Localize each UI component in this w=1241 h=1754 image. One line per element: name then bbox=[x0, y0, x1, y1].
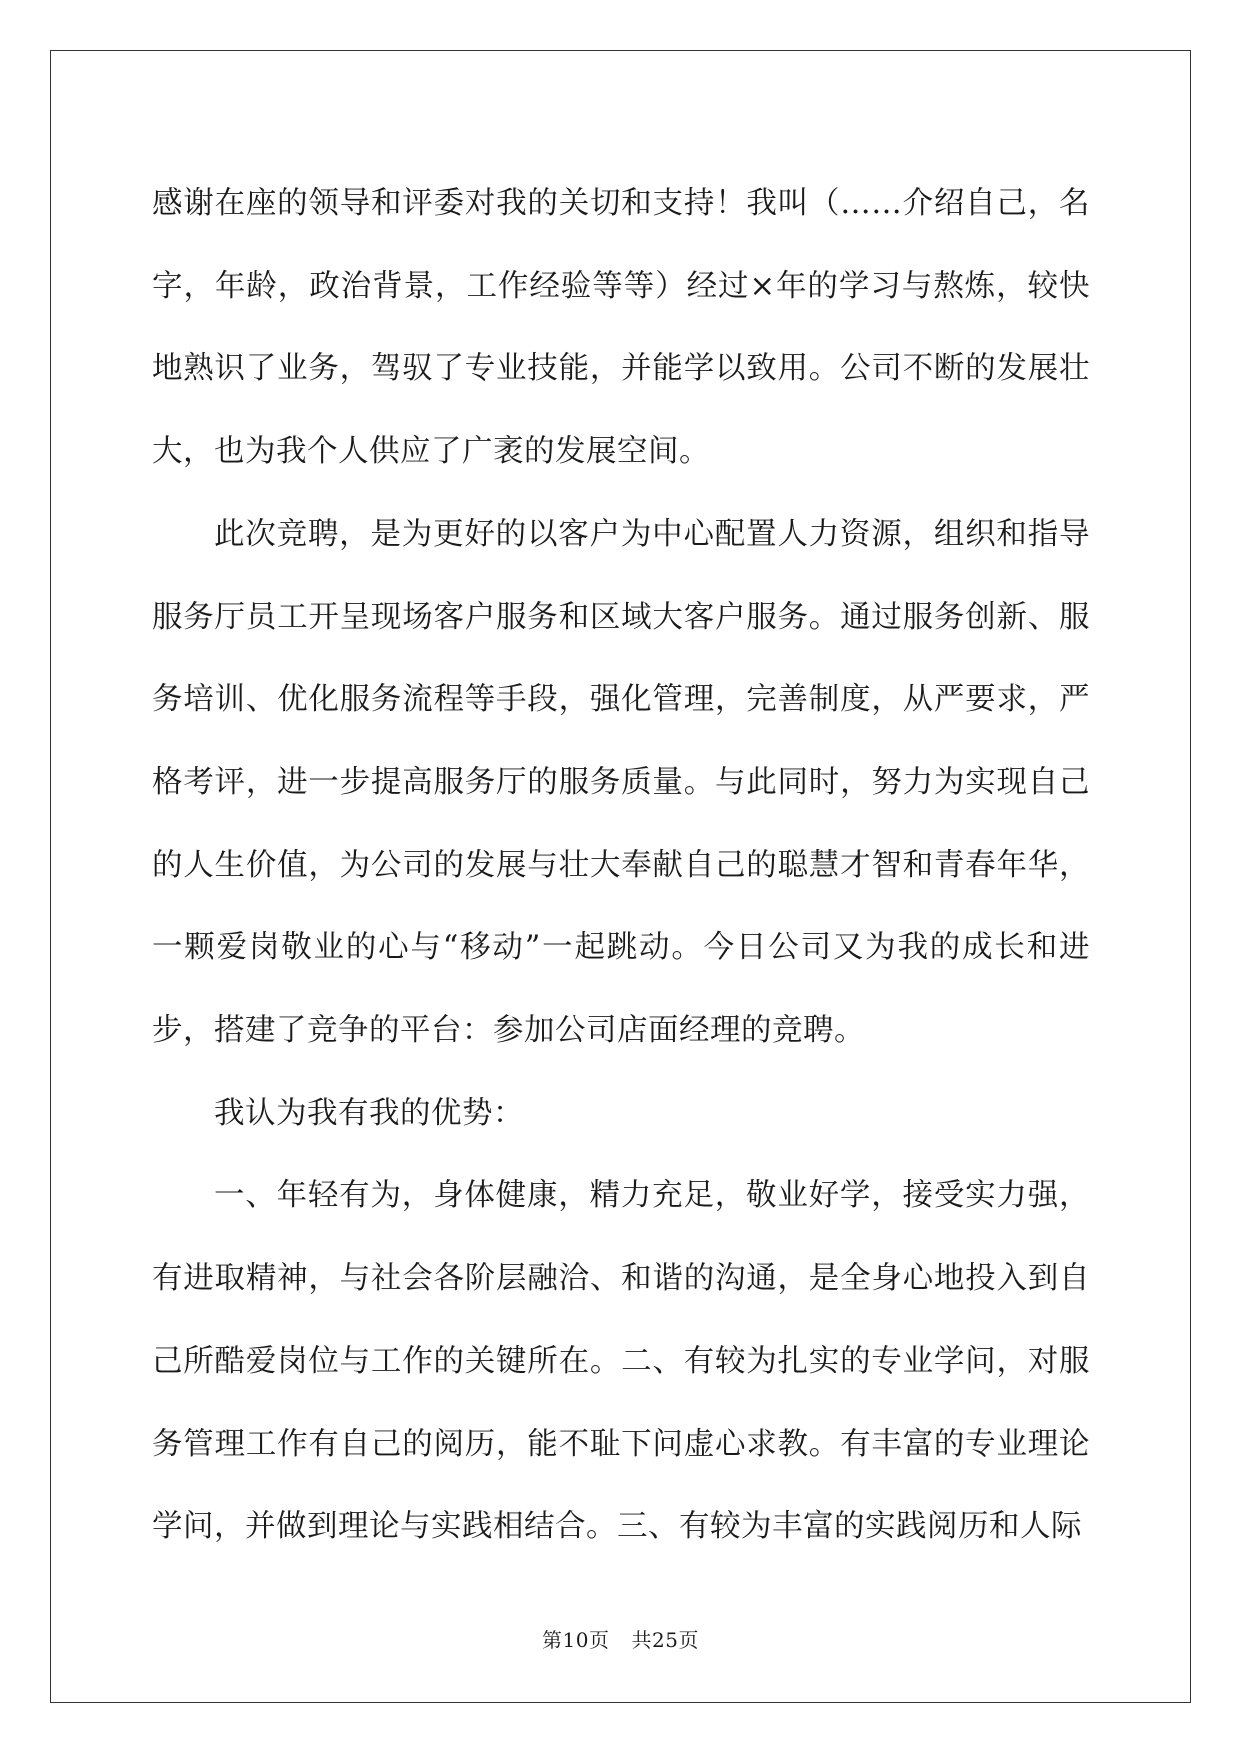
page-number: 第10页 bbox=[542, 1628, 610, 1652]
page-total: 共25页 bbox=[631, 1628, 699, 1652]
page-footer bbox=[0, 1624, 1241, 1653]
paragraph-advantages-list: 一、年轻有为，身体健康，精力充足，敬业好学，接受实力强，有进取精神，与社会各阶层融洽、和谐的沟通，是全身心地投入到自己所酷爱岗位与工作的关键所在。二、有较为扎实的专业学问，对服务管理工作有自己的阅历，能不耻下问虚心求教。有丰富的专业理论学问，并做到理论与实践相结合。三、有较为丰富的实践阅历和人际 bbox=[152, 1178, 1090, 1545]
paragraph-intro: 感谢在座的领导和评委对我的关切和支持！我叫（……介绍自己，名字，年龄，政治背景，工作经验等等）经过×年的学习与熬炼，较快地熟识了业务，驾驭了专业技能，并能学以致用。公司不断的发展壮大，也为我个人供应了广袤的发展空间。 bbox=[152, 186, 1090, 470]
document-body bbox=[152, 163, 1090, 1569]
paragraph-competition: 此次竞聘，是为更好的以客户为中心配置人力资源，组织和指导服务厅员工开呈现场客户服务和区域大客户服务。通过服务创新、服务培训、优化服务流程等手段，强化管理，完善制度，从严要求，严格考评，进一步提高服务厅的服务质量。与此同时，努力为实现自己的人生价值，为公司的发展与壮大奉献自己的聪慧才智和青春年华，一颗爱岗敬业的心与“移动”一起跳动。今日公司又为我的成长和进步，搭建了竞争的平台：参加公司店面经理的竞聘。 bbox=[152, 516, 1090, 1049]
paragraph-advantages-heading: 我认为我有我的优势： bbox=[214, 1095, 524, 1131]
